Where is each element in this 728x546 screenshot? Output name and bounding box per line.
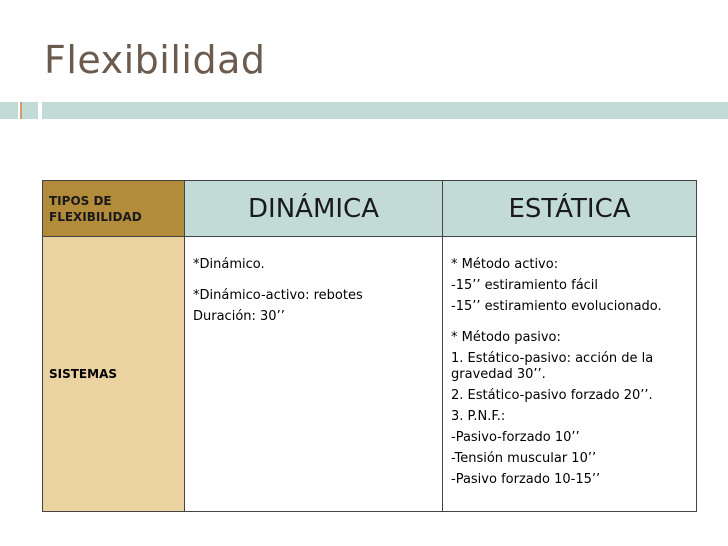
static-line: -Pasivo-forzado 10’’	[451, 430, 580, 445]
static-content-cell	[443, 237, 697, 512]
table-row-sistemas	[43, 237, 697, 512]
header-static-label: ESTÁTICA	[508, 193, 631, 224]
static-line: -15’’ estiramiento fácil	[451, 278, 599, 293]
static-line: * Método activo:	[451, 257, 559, 272]
static-line: -Pasivo forzado 10-15’’	[451, 472, 601, 487]
accent-bar	[0, 102, 728, 119]
static-line: * Método pasivo:	[451, 330, 561, 345]
dynamic-spacer	[193, 278, 436, 288]
table-header-row	[43, 181, 697, 237]
dynamic-line: *Dinámico.	[193, 257, 265, 272]
accent-bar-main	[42, 102, 728, 119]
static-line: 2. Estático-pasivo forzado 20’’.	[451, 388, 653, 403]
static-line: -15’’ estiramiento evolucionado.	[451, 299, 662, 314]
accent-square-left	[0, 102, 18, 119]
slide-title: Flexibilidad	[44, 38, 266, 82]
static-line: 3. P.N.F.:	[451, 409, 506, 424]
dynamic-content-cell	[185, 237, 443, 512]
static-line: 1. Estático-pasivo: acción de la gravedad 30’’.	[451, 351, 658, 382]
header-static-cell	[443, 181, 697, 237]
accent-square-mid	[22, 102, 38, 119]
row-label-cell	[43, 237, 185, 512]
static-line: -Tensión muscular 10’’	[451, 451, 597, 466]
static-spacer	[451, 320, 690, 330]
header-dynamic-cell	[185, 181, 443, 237]
flexibility-table	[42, 180, 697, 512]
header-types-cell	[43, 181, 185, 237]
dynamic-line: Duración: 30’’	[193, 309, 285, 324]
dynamic-line: *Dinámico-activo: rebotes	[193, 288, 363, 303]
header-dynamic-label: DINÁMICA	[248, 193, 379, 224]
header-types-label: TIPOS DE FLEXIBILIDAD	[49, 193, 142, 224]
row-label: SISTEMAS	[49, 367, 118, 381]
